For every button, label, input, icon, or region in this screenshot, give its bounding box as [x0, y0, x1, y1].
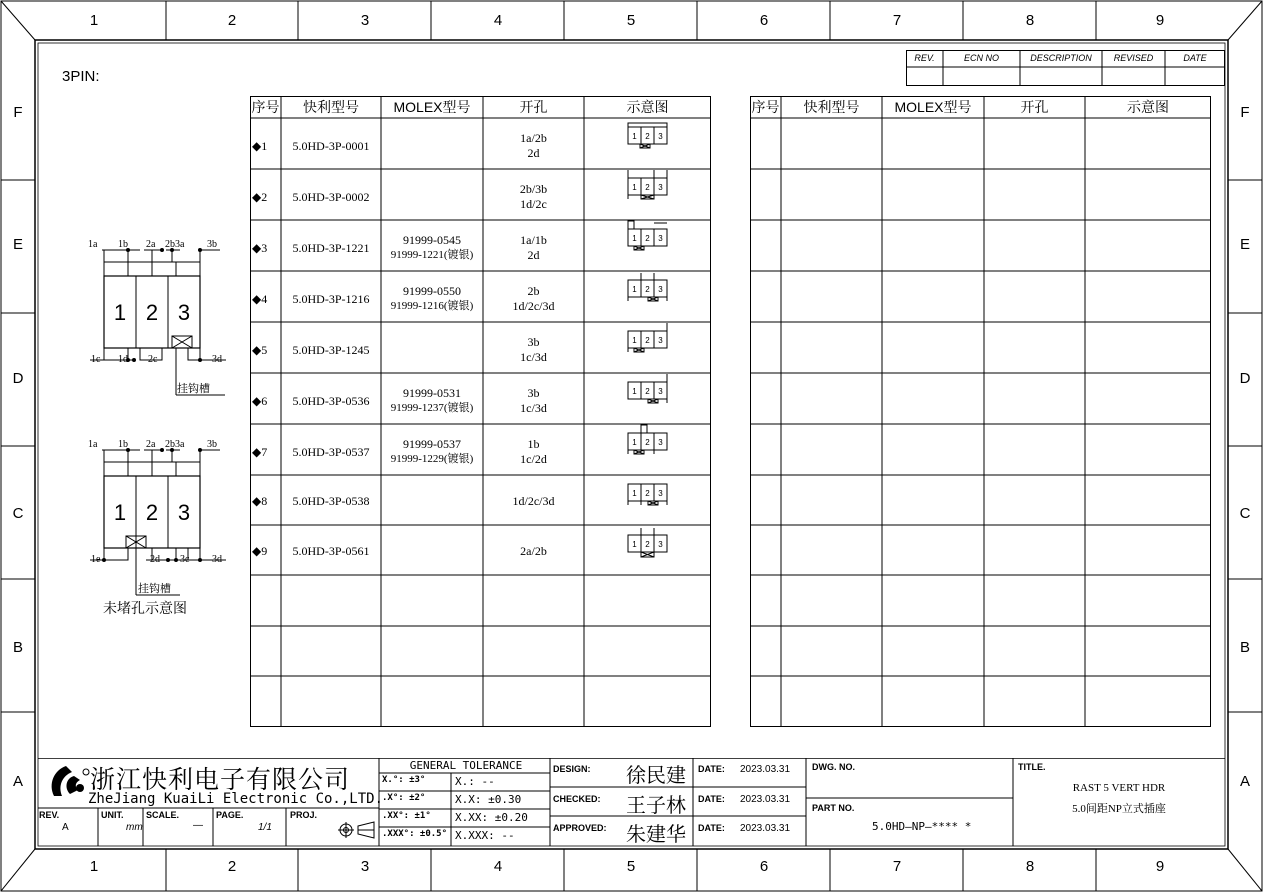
svg-text:1a: 1a — [88, 439, 98, 450]
table-row-part: 5.0HD-3P-0002 — [292, 190, 370, 204]
rev-label: REV. — [39, 810, 60, 820]
table-row-part: 5.0HD-3P-0538 — [292, 494, 370, 508]
zone-col-3-bottom: 3 — [360, 858, 370, 875]
svg-text:1d: 1d — [118, 354, 128, 365]
zone-row-B-left: B — [12, 639, 23, 656]
right-table-grid — [750, 96, 1212, 728]
design-name: 徐民建 — [626, 765, 686, 787]
svg-text:3: 3 — [177, 500, 191, 525]
table-row-molex2: 91999-1229(镀银) — [390, 453, 474, 465]
tol-b1: X.: -- — [455, 775, 495, 788]
date-label-2: DATE: — [698, 794, 725, 804]
date-value-2: 2023.03.31 — [740, 794, 791, 805]
part-no-label: PART NO. — [812, 803, 855, 813]
svg-text:1e: 1e — [91, 554, 101, 565]
tolerance-title: GENERAL TOLERANCE — [409, 759, 523, 772]
svg-text:1b: 1b — [118, 239, 128, 250]
left-header-hole: 开孔 — [519, 99, 548, 115]
checked-label: CHECKED: — [553, 794, 601, 804]
svg-text:2d: 2d — [150, 554, 160, 565]
table-row-hole1: 1b — [527, 437, 540, 451]
svg-text:3c: 3c — [180, 554, 190, 565]
company-name-en: ZheJiang KuaiLi Electronic Co.,LTD. — [88, 791, 384, 807]
table-row-part: 5.0HD-3P-1216 — [292, 292, 370, 306]
table-row-part: 5.0HD-3P-0536 — [292, 394, 370, 408]
table-row-molex1: 91999-0531 — [403, 386, 461, 400]
mini-diagram-3 — [628, 221, 667, 250]
svg-text:2c: 2c — [148, 354, 158, 365]
table-row-hole2: 2d — [527, 248, 540, 262]
zone-row-A-right: A — [1239, 773, 1250, 790]
table-row-molex1: 91999-0550 — [403, 284, 461, 298]
table-row-no: ◆3 — [252, 241, 268, 255]
zone-col-8-bottom: 8 — [1025, 858, 1035, 875]
mini-diagram-column — [584, 118, 711, 578]
svg-text:2: 2 — [145, 300, 159, 325]
zone-row-B-right: B — [1239, 639, 1250, 656]
title-line-1: RAST 5 VERT HDR — [1072, 782, 1166, 794]
svg-text:2a: 2a — [146, 439, 156, 450]
zone-col-1-bottom: 1 — [89, 858, 99, 875]
tol-a3: .XX°: ±1° — [382, 811, 431, 821]
table-row-hole1: 1a/1b — [520, 233, 547, 247]
revised-header: REVISED — [1113, 53, 1154, 63]
label-1a: 1a — [88, 239, 98, 250]
zone-row-D-right: D — [1239, 370, 1251, 387]
company-logo — [52, 766, 89, 796]
mini-diagram-4 — [628, 273, 667, 301]
svg-text:2a: 2a — [146, 239, 156, 250]
svg-text:3b: 3b — [207, 439, 217, 450]
tol-a2: .X°: ±2° — [382, 793, 426, 803]
mini-diagram-5 — [628, 323, 667, 352]
zone-col-2-bottom: 2 — [227, 858, 237, 875]
right-header-no: 序号 — [751, 99, 780, 115]
tol-b3: X.XX: ±0.20 — [455, 811, 528, 824]
svg-text:3: 3 — [177, 300, 191, 325]
svg-text:1: 1 — [113, 300, 127, 325]
right-header-molex: MOLEX型号 — [894, 99, 972, 115]
zone-row-E-right: E — [1239, 236, 1250, 253]
table-row-hole2: 1c/3d — [520, 401, 547, 415]
zone-col-3-top: 3 — [360, 12, 370, 29]
table-row-part: 5.0HD-3P-0537 — [292, 445, 370, 459]
zone-col-6-bottom: 6 — [759, 858, 769, 875]
svg-text:挂钩槽: 挂钩槽 — [138, 582, 171, 595]
right-header-part: 快利型号 — [803, 99, 860, 115]
projection-symbol-icon — [338, 822, 374, 838]
hook-label: 挂钩槽 — [177, 382, 210, 395]
zone-row-A-left: A — [12, 773, 23, 790]
sheet-label: 3PIN: — [62, 68, 100, 85]
title-line-2: 5.0间距NP立式插座 — [1072, 803, 1166, 815]
zone-row-C-right: C — [1239, 505, 1251, 522]
description-header: DESCRIPTION — [1030, 53, 1092, 63]
mini-diagram-6 — [628, 374, 667, 403]
svg-text:3d: 3d — [212, 354, 222, 365]
diagram-caption: 未堵孔示意图 — [103, 600, 187, 616]
tol-a1: X.°: ±3° — [382, 775, 426, 785]
table-row-no: ◆7 — [252, 445, 268, 459]
zone-row-D-left: D — [12, 370, 24, 387]
zone-col-5-top: 5 — [626, 12, 636, 29]
approved-name: 朱建华 — [626, 824, 686, 846]
proj-label: PROJ. — [290, 810, 318, 820]
dwg-no-label: DWG. NO. — [812, 762, 855, 772]
page-label: PAGE. — [216, 810, 244, 820]
ecn-header: ECN NO — [963, 53, 999, 63]
right-header-diagram: 示意图 — [1127, 99, 1169, 115]
table-row-molex1: 91999-0537 — [403, 437, 461, 451]
date-value-1: 2023.03.31 — [740, 764, 791, 775]
date-header: DATE — [1183, 53, 1207, 63]
scale-label: SCALE. — [146, 810, 180, 820]
company-name-cn: 浙江快利电子有限公司 — [90, 765, 351, 794]
zone-col-4-bottom: 4 — [493, 858, 503, 875]
svg-text:2: 2 — [145, 500, 159, 525]
zone-row-F-left: F — [13, 104, 23, 121]
pin-diagram-1 — [88, 239, 226, 395]
left-header-no: 序号 — [251, 99, 280, 115]
table-row-molex2: 91999-1237(镀银) — [390, 402, 474, 414]
zone-col-8-top: 8 — [1025, 12, 1035, 29]
zone-row-C-left: C — [12, 505, 24, 522]
table-row-no: ◆9 — [252, 544, 268, 558]
table-row-hole1: 2a/2b — [520, 544, 547, 558]
svg-text:2b3a: 2b3a — [165, 239, 185, 250]
table-row-no: ◆5 — [252, 343, 268, 357]
table-row-no: ◆8 — [252, 494, 268, 508]
table-row-molex2: 91999-1216(镀银) — [390, 300, 474, 312]
zone-col-1-top: 1 — [89, 12, 99, 29]
tol-b4: X.XXX: -- — [455, 829, 515, 842]
table-row-no: ◆1 — [252, 139, 268, 153]
table-row-no: ◆2 — [252, 190, 268, 204]
zone-col-7-top: 7 — [892, 12, 902, 29]
date-value-3: 2023.03.31 — [740, 823, 791, 834]
table-row-hole2: 1d/2c — [520, 197, 547, 211]
zone-col-7-bottom: 7 — [892, 858, 902, 875]
mini-diagram-2 — [628, 170, 667, 199]
title-label: TITLE. — [1018, 762, 1046, 772]
pin-layout-diagrams — [80, 230, 240, 610]
scale-value: — — [193, 820, 203, 831]
page-value: 1/1 — [258, 822, 272, 833]
table-row-hole1: 3b — [527, 335, 540, 349]
svg-text:2b3a: 2b3a — [165, 439, 185, 450]
tol-a4: .XXX°: ±0.5° — [382, 829, 448, 839]
rev-value: A — [62, 822, 69, 833]
svg-text:1c: 1c — [91, 354, 101, 365]
svg-text:3b: 3b — [207, 239, 217, 250]
table-row-part: 5.0HD-3P-1245 — [292, 343, 370, 357]
table-row-molex1: 91999-0545 — [403, 233, 461, 247]
left-header-diagram: 示意图 — [626, 99, 669, 115]
svg-text:3d: 3d — [212, 554, 222, 565]
zone-col-2-top: 2 — [227, 12, 237, 29]
zone-col-6-top: 6 — [759, 12, 769, 29]
checked-name: 王子林 — [626, 795, 686, 817]
approved-label: APPROVED: — [553, 823, 607, 833]
left-header-molex: MOLEX型号 — [393, 99, 471, 115]
date-label-1: DATE: — [698, 764, 725, 774]
tol-b2: X.X: ±0.30 — [455, 793, 522, 806]
zone-row-F-right: F — [1240, 104, 1250, 121]
pin-diagram-2 — [88, 439, 226, 595]
unit-value: mm — [126, 822, 143, 833]
table-row-hole2: 1c/2d — [520, 452, 547, 466]
table-row-hole2: 1d/2c/3d — [512, 299, 555, 313]
svg-text:1: 1 — [113, 500, 127, 525]
table-row-hole2: 1c/3d — [520, 350, 547, 364]
design-label: DESIGN: — [553, 764, 591, 774]
zone-col-9-top: 9 — [1155, 12, 1165, 29]
table-row-hole1: 2b/3b — [519, 182, 548, 196]
table-row-molex2: 91999-1221(镀银) — [390, 249, 474, 261]
left-header-part: 快利型号 — [303, 99, 359, 115]
date-label-3: DATE: — [698, 823, 725, 833]
table-row-hole1: 3b — [527, 386, 540, 400]
zone-row-E-left: E — [12, 236, 23, 253]
mini-diagram-1 — [628, 123, 667, 148]
table-row-part: 5.0HD-3P-0001 — [292, 139, 370, 153]
mini-diagram-8 — [628, 484, 667, 505]
svg-text:1b: 1b — [118, 439, 128, 450]
mini-diagram-7 — [628, 425, 667, 454]
part-no-value: 5.0HD—NP—**** * — [872, 820, 972, 833]
zone-col-4-top: 4 — [493, 12, 503, 29]
table-row-part: 5.0HD-3P-1221 — [292, 241, 370, 255]
table-row-hole1: 2b — [527, 284, 540, 298]
table-row-no: ◆4 — [252, 292, 268, 306]
zone-col-5-bottom: 5 — [626, 858, 636, 875]
unit-label: UNIT. — [101, 810, 124, 820]
table-row-no: ◆6 — [252, 394, 268, 408]
rev-header: REV. — [914, 53, 935, 63]
table-row-hole1: 1d/2c/3d — [512, 494, 555, 508]
table-row-hole2: 2d — [527, 146, 540, 160]
table-row-part: 5.0HD-3P-0561 — [292, 544, 370, 558]
zone-col-9-bottom: 9 — [1155, 858, 1165, 875]
table-row-hole1: 1a/2b — [520, 131, 547, 145]
right-header-hole: 开孔 — [1020, 99, 1049, 115]
mini-diagram-9 — [628, 528, 667, 557]
